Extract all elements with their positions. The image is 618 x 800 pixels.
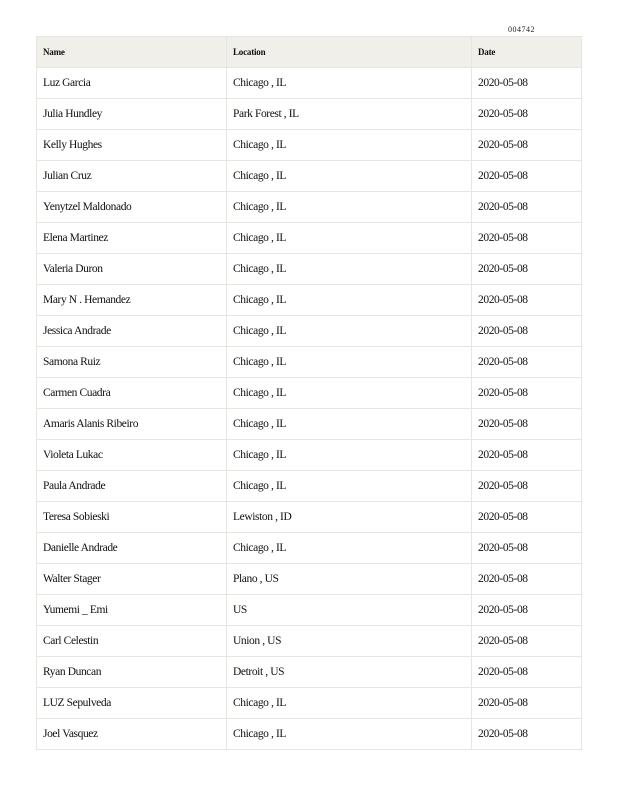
cell-location: Detroit , US [227,657,472,688]
table-row [37,99,582,130]
cell-name: Carmen Cuadra [37,378,227,409]
cell-date: 2020-05-08 [472,564,582,595]
table-row [37,626,582,657]
cell-name: Violeta Lukac [37,440,227,471]
cell-date: 2020-05-08 [472,595,582,626]
cell-date: 2020-05-08 [472,719,582,750]
cell-date: 2020-05-08 [472,378,582,409]
cell-date: 2020-05-08 [472,130,582,161]
cell-date: 2020-05-08 [472,161,582,192]
cell-date: 2020-05-08 [472,688,582,719]
cell-location: Chicago , IL [227,688,472,719]
cell-date: 2020-05-08 [472,626,582,657]
table-row [37,688,582,719]
cell-name: Joel Vasquez [37,719,227,750]
cell-location: Lewiston , ID [227,502,472,533]
cell-date: 2020-05-08 [472,440,582,471]
cell-location: Union , US [227,626,472,657]
cell-location: Plano , US [227,564,472,595]
cell-date: 2020-05-08 [472,316,582,347]
table-row [37,378,582,409]
cell-name: Danielle Andrade [37,533,227,564]
cell-name: Walter Stager [37,564,227,595]
table-row [37,192,582,223]
table-row [37,471,582,502]
table-row [37,254,582,285]
table-row [37,657,582,688]
cell-name: Luz Garcia [37,68,227,99]
cell-location: Chicago , IL [227,533,472,564]
cell-location: US [227,595,472,626]
cell-name: Carl Celestin [37,626,227,657]
cell-location: Chicago , IL [227,68,472,99]
cell-location: Chicago , IL [227,409,472,440]
cell-name: Samona Ruiz [37,347,227,378]
cell-location: Chicago , IL [227,719,472,750]
cell-name: Julia Hundley [37,99,227,130]
table-row [37,533,582,564]
table-row [37,130,582,161]
table-row [37,595,582,626]
cell-date: 2020-05-08 [472,68,582,99]
cell-location: Park Forest , IL [227,99,472,130]
cell-name: Teresa Sobieski [37,502,227,533]
cell-location: Chicago , IL [227,192,472,223]
cell-location: Chicago , IL [227,254,472,285]
cell-location: Chicago , IL [227,471,472,502]
cell-name: Amaris Alanis Ribeiro [37,409,227,440]
column-header-name: Name [37,37,227,68]
table-row [37,347,582,378]
header-row [37,37,582,68]
cell-location: Chicago , IL [227,161,472,192]
cell-name: Kelly Hughes [37,130,227,161]
cell-name: Mary N . Hernandez [37,285,227,316]
table-row [37,223,582,254]
cell-date: 2020-05-08 [472,471,582,502]
cell-date: 2020-05-08 [472,347,582,378]
cell-name: Valeria Duron [37,254,227,285]
cell-location: Chicago , IL [227,316,472,347]
cell-date: 2020-05-08 [472,254,582,285]
cell-date: 2020-05-08 [472,223,582,254]
column-header-date: Date [472,37,582,68]
cell-name: Ryan Duncan [37,657,227,688]
cell-date: 2020-05-08 [472,99,582,130]
cell-location: Chicago , IL [227,285,472,316]
page-number: 004742 [508,25,535,34]
cell-location: Chicago , IL [227,440,472,471]
cell-name: Yumemi _ Emi [37,595,227,626]
table-row [37,68,582,99]
cell-name: Elena Martinez [37,223,227,254]
table-row [37,502,582,533]
table-row [37,316,582,347]
table-row [37,440,582,471]
table-row [37,161,582,192]
table-row [37,564,582,595]
cell-name: Jessica Andrade [37,316,227,347]
table-row [37,409,582,440]
cell-location: Chicago , IL [227,347,472,378]
cell-location: Chicago , IL [227,223,472,254]
cell-location: Chicago , IL [227,130,472,161]
cell-name: Paula Andrade [37,471,227,502]
cell-date: 2020-05-08 [472,192,582,223]
cell-date: 2020-05-08 [472,533,582,564]
signature-table [36,36,582,750]
table-body [37,68,582,750]
cell-name: LUZ Sepulveda [37,688,227,719]
table-row [37,285,582,316]
cell-name: Yenytzel Maldonado [37,192,227,223]
cell-date: 2020-05-08 [472,409,582,440]
cell-location: Chicago , IL [227,378,472,409]
column-header-location: Location [227,37,472,68]
table-header [37,37,582,68]
cell-date: 2020-05-08 [472,285,582,316]
cell-date: 2020-05-08 [472,657,582,688]
table-row [37,719,582,750]
cell-date: 2020-05-08 [472,502,582,533]
cell-name: Julian Cruz [37,161,227,192]
